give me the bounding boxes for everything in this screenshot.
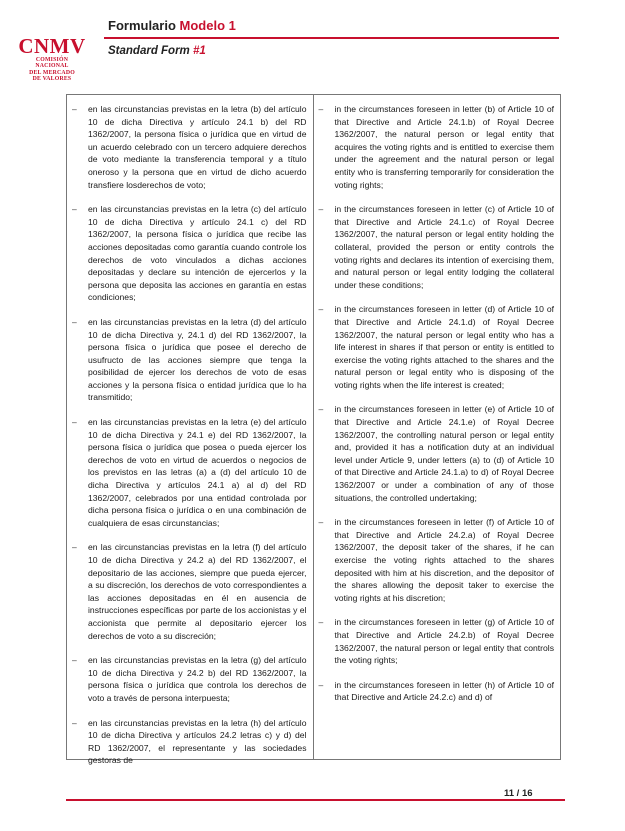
form-title-accent: Modelo 1 bbox=[179, 18, 236, 33]
form-subtitle bbox=[108, 45, 206, 57]
list-item bbox=[72, 203, 307, 304]
bullet-dash: – bbox=[72, 655, 77, 666]
logo-sub-line: DEL MERCADO bbox=[29, 69, 75, 76]
bullet-dash: – bbox=[318, 517, 324, 528]
logo-main-text: CNMV bbox=[18, 34, 86, 58]
list-item-text: en las circunstancias previstas en la letra (d) del artículo 10 de dicha Directiva y, 24.1 d) del RD 1362/2007, la persona física o jurídica que posee el derecho de usufructo de las acciones siempre que tenga la posibilidad de ejercer los derechos de voto de esas acciones y la persona física o entidad jurídica que lo ha transmitido; bbox=[88, 316, 307, 403]
list-item bbox=[72, 316, 307, 404]
page-number: 11 / 16 bbox=[504, 788, 533, 799]
list-item bbox=[319, 203, 555, 291]
list-item bbox=[319, 616, 555, 666]
logo-subtext bbox=[12, 57, 92, 83]
list-item-text: en las circunstancias previstas en la letra (f) del artículo 10 de dicha Directiva y 24.2 a) del RD 1362/2007, el depositario de las acciones, siempre que pueda ejercer, a su discreción, los derechos de voto correspondientes a las acciones depositadas en él en ausencia de instrucciones específicas por parte de los accionistas y el accionista que permite al depositario ejercer los derechos de voto a su discreción; bbox=[88, 542, 307, 641]
logo-sub-line: DE VALORES bbox=[32, 76, 72, 83]
footer-divider bbox=[66, 799, 565, 801]
bilingual-table bbox=[66, 94, 561, 766]
list-item-text: en las circunstancias previstas en la letra (e) del artículo 10 de dicha Directiva y 24.1 e) del RD 1362/2007, la persona física o jurídica que posea o pueda ejercer los derechos de voto en virtud de acuerdos o negocios de los previstos en las letras (a) a (d) del artículo 10 de dicha Directiva y artículos 24.1 a) al d) del RD 1362/2007, celebrados por una entidad controlada por dicha persona física o jurídica o en una combinación de cualquiera de esas circunstancias; bbox=[88, 417, 307, 528]
list-item bbox=[72, 654, 307, 704]
bullet-dash: – bbox=[72, 104, 77, 114]
list-item bbox=[319, 516, 555, 604]
list-item bbox=[319, 679, 555, 704]
list-item-text: in the circumstances foreseen in letter (h) of Article 10 of that Directive and Article 24.2.c) and d) of bbox=[334, 679, 554, 703]
cnmv-logo bbox=[12, 36, 92, 83]
bullet-dash: – bbox=[72, 417, 77, 428]
logo-sub-line: COMISIÓN bbox=[35, 57, 69, 63]
bullet-dash: – bbox=[318, 679, 324, 690]
list-item-text: en las circunstancias previstas en la letra (g) del artículo 10 de dicha Directiva y 24.2 b) del RD 1362/2007, la persona física o jurídica que controla los derechos de voto a través de persona interpuesta; bbox=[88, 655, 307, 703]
list-item-text: in the circumstances foreseen in letter (g) of Article 10 of that Directive and Article 24.2.b) of Royal Decree 1362/2007, the natural person or legal entity that controls the voting rights; bbox=[334, 617, 554, 666]
list-item bbox=[72, 103, 307, 191]
list-item bbox=[72, 717, 307, 767]
bullet-dash: – bbox=[318, 204, 324, 215]
bullet-dash: – bbox=[318, 617, 324, 628]
bullet-dash: – bbox=[72, 542, 77, 553]
list-item-text: en las circunstancias previstas en la letra (h) del artículo 10 de dicha Directiva y artículos 24.2 letras c) y d) del RD 1362/2007, el representante y las sociedades gestoras de bbox=[88, 717, 307, 766]
form-title bbox=[108, 18, 236, 33]
list-item bbox=[319, 403, 555, 504]
list-item bbox=[319, 303, 555, 391]
list-item-text: en las circunstancias previstas en la letra (b) del artículo 10 de dicha Directiva y artículo 24.1 b) del RD 1362/2007, la persona física o jurídica que en virtud de un acuerdo celebrado con un tercero adquiere derechos de voto mediante la transferencia temporal y a título oneroso y la persona que en virtud de dicho acuerdo transfiere losderechos de voto; bbox=[88, 104, 307, 190]
bullet-dash: – bbox=[318, 304, 324, 315]
bullet-dash: – bbox=[72, 316, 77, 327]
list-item-text: in the circumstances foreseen in letter (b) of Article 10 of that Directive and Article 24.1.b) of Royal Decree 1362/2007, the natural person or legal entity that acquires the voting rights and is entitled to exercise them under the agreement and the natural person or legal entity who is transferring temporarily for consideration the voting rights; bbox=[334, 104, 554, 190]
form-subtitle-accent: #1 bbox=[193, 45, 206, 57]
bullet-dash: – bbox=[72, 204, 77, 215]
list-item bbox=[319, 103, 555, 191]
bullet-dash: – bbox=[318, 104, 324, 114]
form-subtitle-prefix: Standard Form bbox=[108, 45, 190, 57]
list-item-text: in the circumstances foreseen in letter (c) of Article 10 of that Directive and Article 24.1.c) of Royal Decree 1362/2007, the natural person or legal entity holding the collateral, provided the person or entity controls the voting rights and declares its intention of exercising them, and natural person or legal entity lodging the collateral under these conditions; bbox=[334, 204, 554, 290]
list-item bbox=[72, 416, 307, 529]
bullet-dash: – bbox=[72, 717, 77, 728]
english-column bbox=[314, 95, 561, 759]
header-divider bbox=[104, 37, 559, 39]
form-title-prefix: Formulario bbox=[108, 18, 176, 33]
spanish-column bbox=[67, 95, 314, 766]
list-item bbox=[72, 541, 307, 642]
list-item-text: en las circunstancias previstas en la letra (c) del artículo 10 de dicha Directiva y artículo 24.1 c) del RD 1362/2007, la persona física o jurídica que recibe las acciones depositadas como garantía cuando controle los derechos de voto vinculados a dichas acciones depositadas y declare su intención de ejercerlos y la persona que deposita las acciones en garantía en estas condiciones; bbox=[88, 204, 307, 303]
list-item-text: in the circumstances foreseen in letter (e) of Article 10 of that Directive and Article 24.1.e) of Royal Decree 1362/2007, the controlling natural person or legal entity and, provided it has a notification duty at an individual level under Article 9, under letters (a) to (d) of Article 10 of that Directive and Article 24.1.a) to d) of Royal Decree 1362/2007 or under a combination of any of those situations, the controlled undertaking; bbox=[334, 404, 554, 503]
bullet-dash: – bbox=[318, 404, 324, 415]
list-item-text: in the circumstances foreseen in letter (f) of Article 10 of that Directive and Article 24.2.a) of Royal Decree 1362/2007, the deposit taker of the shares, if he can exercise the voting rights attached to the shares deposited with him at his discretion, and the depositor of the shares allowing the deposit taker to exercise the voting rights at his discretion; bbox=[334, 517, 554, 603]
logo-sub-line: NACIONAL bbox=[35, 63, 69, 70]
list-item-text: in the circumstances foreseen in letter (d) of Article 10 of that Directive and Article 24.1.d) of Royal Decree 1362/2007, the natural person or legal entity who has a life interest in shares if that person or entity is entitled to exercise the voting rights attached to the shares and the natural person or legal entity who is disposing of the voting rights when the life interest is created; bbox=[334, 304, 554, 390]
